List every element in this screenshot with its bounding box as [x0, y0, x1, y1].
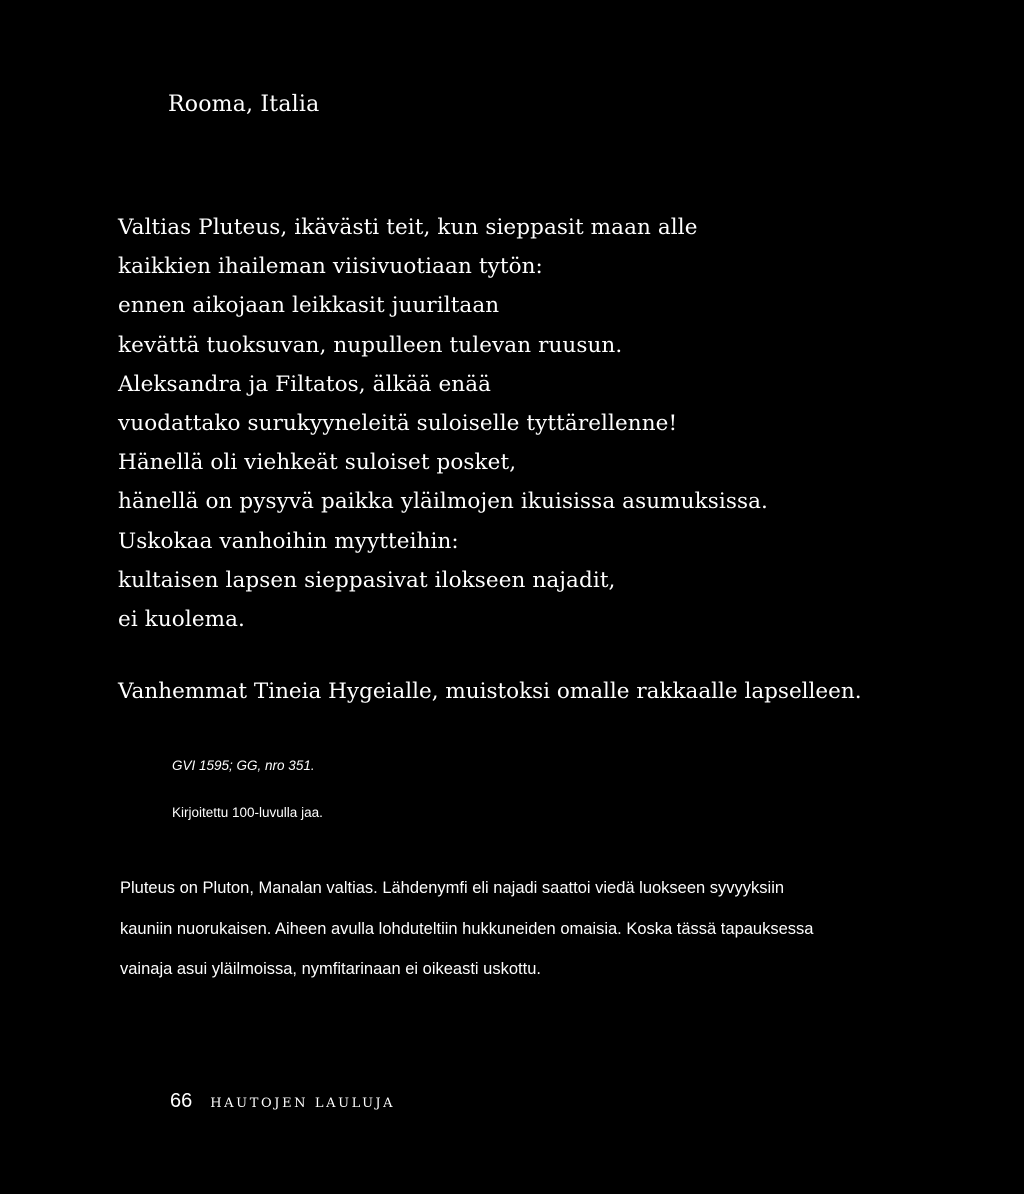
dating-note: Kirjoitettu 100-luvulla jaa.: [172, 805, 323, 820]
poem-line: vuodattako surukyyneleitä suloiselle tyttärellenne!: [118, 411, 678, 437]
poem-line: hänellä on pysyvä paikka yläilmojen ikuisissa asumuksissa.: [118, 489, 768, 515]
poem-line: kultaisen lapsen sieppasivat ilokseen najadit,: [118, 567, 616, 593]
commentary-line: Pluteus on Pluton, Manalan valtias. Lähdenymfi eli najadi saattoi viedä luokseen syvyyksiin: [120, 879, 785, 897]
running-head: HAUTOJEN LAULUJA: [210, 1096, 396, 1111]
page-footer: [170, 1090, 395, 1113]
poem-location: Rooma, Italia: [168, 92, 320, 117]
poem: [118, 208, 768, 639]
poem-line: kevättä tuoksuvan, nupulleen tulevan ruusun.: [118, 332, 623, 358]
poem-line: ei kuolema.: [118, 607, 245, 633]
poem-line: kaikkien ihaileman viisivuotiaan tytön:: [118, 254, 543, 280]
poem-line: Valtias Pluteus, ikävästi teit, kun sieppasit maan alle: [118, 215, 698, 240]
poem-line: Aleksandra ja Filtatos, älkää enää: [118, 371, 492, 397]
dedication: Vanhemmat Tineia Hygeialle, muistoksi omalle rakkaalle lapselleen.: [118, 679, 862, 704]
poem-line: ennen aikojaan leikkasit juuriltaan: [118, 293, 500, 319]
poem-line: Uskokaa vanhoihin myytteihin:: [118, 528, 459, 554]
commentary-line: kauniin nuorukaisen. Aiheen avulla lohduteltiin hukkuneiden omaisia. Koska tässä tapauksessa: [120, 919, 814, 938]
commentary-line: vainaja asui yläilmoissa, nymfitarinaan ei oikeasti uskottu.: [120, 960, 541, 978]
page-number: 66: [170, 1090, 193, 1112]
source-reference: GVI 1595; GG, nro 351.: [172, 758, 315, 773]
commentary: [120, 868, 813, 990]
poem-line: Hänellä oli viehkeät suloiset posket,: [118, 450, 517, 476]
